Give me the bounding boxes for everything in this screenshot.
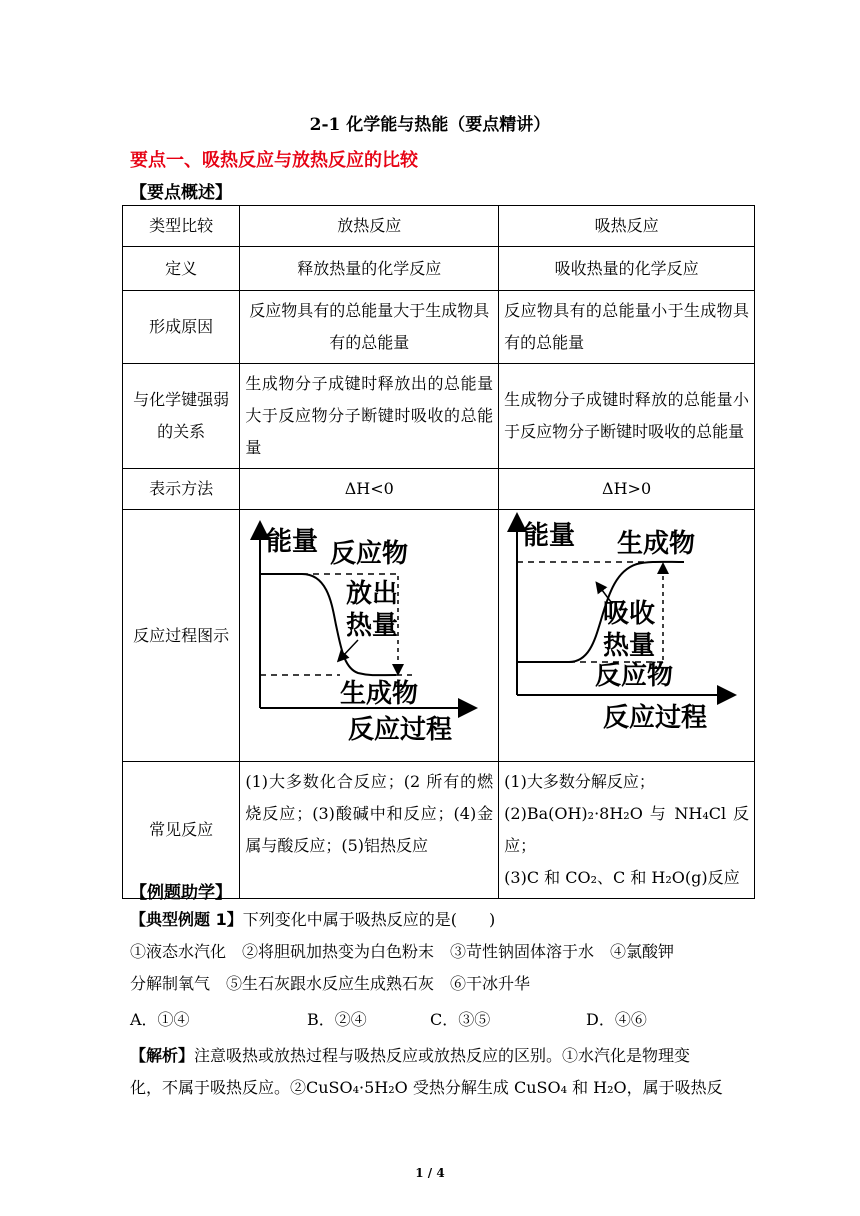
release-label: 放出 [346, 579, 399, 609]
option-b: B．②④ [307, 1010, 367, 1029]
exothermic-energy-diagram [240, 510, 488, 750]
product-label: 生成物 [340, 679, 419, 709]
heat-label: 热量 [346, 611, 399, 641]
pointer-arrow [341, 640, 358, 658]
example-question [130, 904, 760, 936]
example-label: 【典型例题 1】 [130, 910, 243, 929]
table-row [123, 469, 755, 510]
table-cell: 表示方法 [123, 469, 240, 510]
absorb-label: 吸收 [603, 599, 656, 629]
section-heading: 要点一、吸热反应与放热反应的比较 [130, 150, 418, 171]
page-number: 1 / 4 [415, 1166, 445, 1180]
process-label: 反应过程 [603, 703, 708, 733]
table-cell: 释放热量的化学反应 [240, 247, 499, 291]
question-items-line1: ①液态水汽化 ②将胆矾加热变为白色粉末 ③苛性钠固体溶于水 ④氯酸钾 [130, 942, 675, 961]
endo-reaction-1: (1)大多数分解反应； [504, 772, 655, 791]
analysis-line1 [130, 1040, 760, 1072]
analysis-line2: 化，不属于吸热反应。②CuSO₄·5H₂O 受热分解生成 CuSO₄ 和 H₂O，属于吸热反 [130, 1078, 723, 1097]
energy-label: 能量 [266, 527, 319, 557]
table-row [123, 247, 755, 291]
table-cell: 生成物分子成键时释放的总能量小于反应物分子断键时吸收的总能量 [499, 364, 755, 469]
table-cell: 反应物具有的总能量大于生成物具有的总能量 [240, 291, 499, 364]
table-cell: ΔH<0 [240, 469, 499, 510]
endo-reaction-3: (3)C 和 CO₂、C 和 H₂O(g)反应 [504, 868, 740, 887]
overview-label: 【要点概述】 [130, 183, 232, 203]
reactant-label: 反应物 [330, 539, 409, 569]
table-cell: (1)大多数化合反应；(2 所有的燃烧反应；(3)酸碱中和反应；(4)金属与酸反应；(5)铝热反应 [240, 762, 499, 899]
table-cell: 反应过程图示 [123, 510, 240, 762]
example-section-label: 【例题助学】 [130, 883, 232, 903]
table-cell [499, 762, 755, 899]
table-row [123, 206, 755, 247]
table-cell: 吸热反应 [499, 206, 755, 247]
exothermic-diagram-cell [240, 510, 499, 762]
analysis-label: 【解析】 [130, 1046, 195, 1065]
question-text: 下列变化中属于吸热反应的是( ) [242, 910, 496, 929]
process-label: 反应过程 [348, 715, 453, 745]
endothermic-diagram-cell [499, 510, 755, 762]
table-cell: 形成原因 [123, 291, 240, 364]
question-items-line2: 分解制氧气 ⑤生石灰跟水反应生成熟石灰 ⑥干冰升华 [130, 974, 531, 993]
heat-label: 热量 [603, 631, 656, 661]
table-cell: 生成物分子成键时释放出的总能量大于反应物分子断键时吸收的总能量 [240, 364, 499, 469]
table-row [123, 291, 755, 364]
product-label: 生成物 [617, 529, 696, 559]
analysis-text: 注意吸热或放热过程与吸热反应或放热反应的区别。①水汽化是物理变 [194, 1046, 691, 1065]
table-cell: 定义 [123, 247, 240, 291]
table-cell: 类型比较 [123, 206, 240, 247]
table-row [123, 510, 755, 762]
table-row [123, 364, 755, 469]
endo-reaction-2: (2)Ba(OH)₂·8H₂O 与 NH₄Cl 反应； [504, 804, 749, 855]
endothermic-energy-diagram [499, 510, 744, 750]
table-cell: 与化学键强弱的关系 [123, 364, 240, 469]
energy-curve [517, 562, 684, 662]
option-a: A．①④ [130, 1010, 190, 1029]
page-title: 2-1 化学能与热能（要点精讲） [309, 115, 551, 135]
option-c: C．③⑤ [430, 1010, 491, 1029]
table-cell: 放热反应 [240, 206, 499, 247]
table-cell: ΔH>0 [499, 469, 755, 510]
energy-label: 能量 [523, 521, 576, 551]
option-d: D．④⑥ [586, 1010, 647, 1029]
reactant-label: 反应物 [595, 661, 674, 691]
comparison-table [122, 205, 755, 899]
table-cell: 反应物具有的总能量小于生成物具有的总能量 [499, 291, 755, 364]
table-cell: 吸收热量的化学反应 [499, 247, 755, 291]
table-cell: 常见反应 [123, 762, 240, 899]
